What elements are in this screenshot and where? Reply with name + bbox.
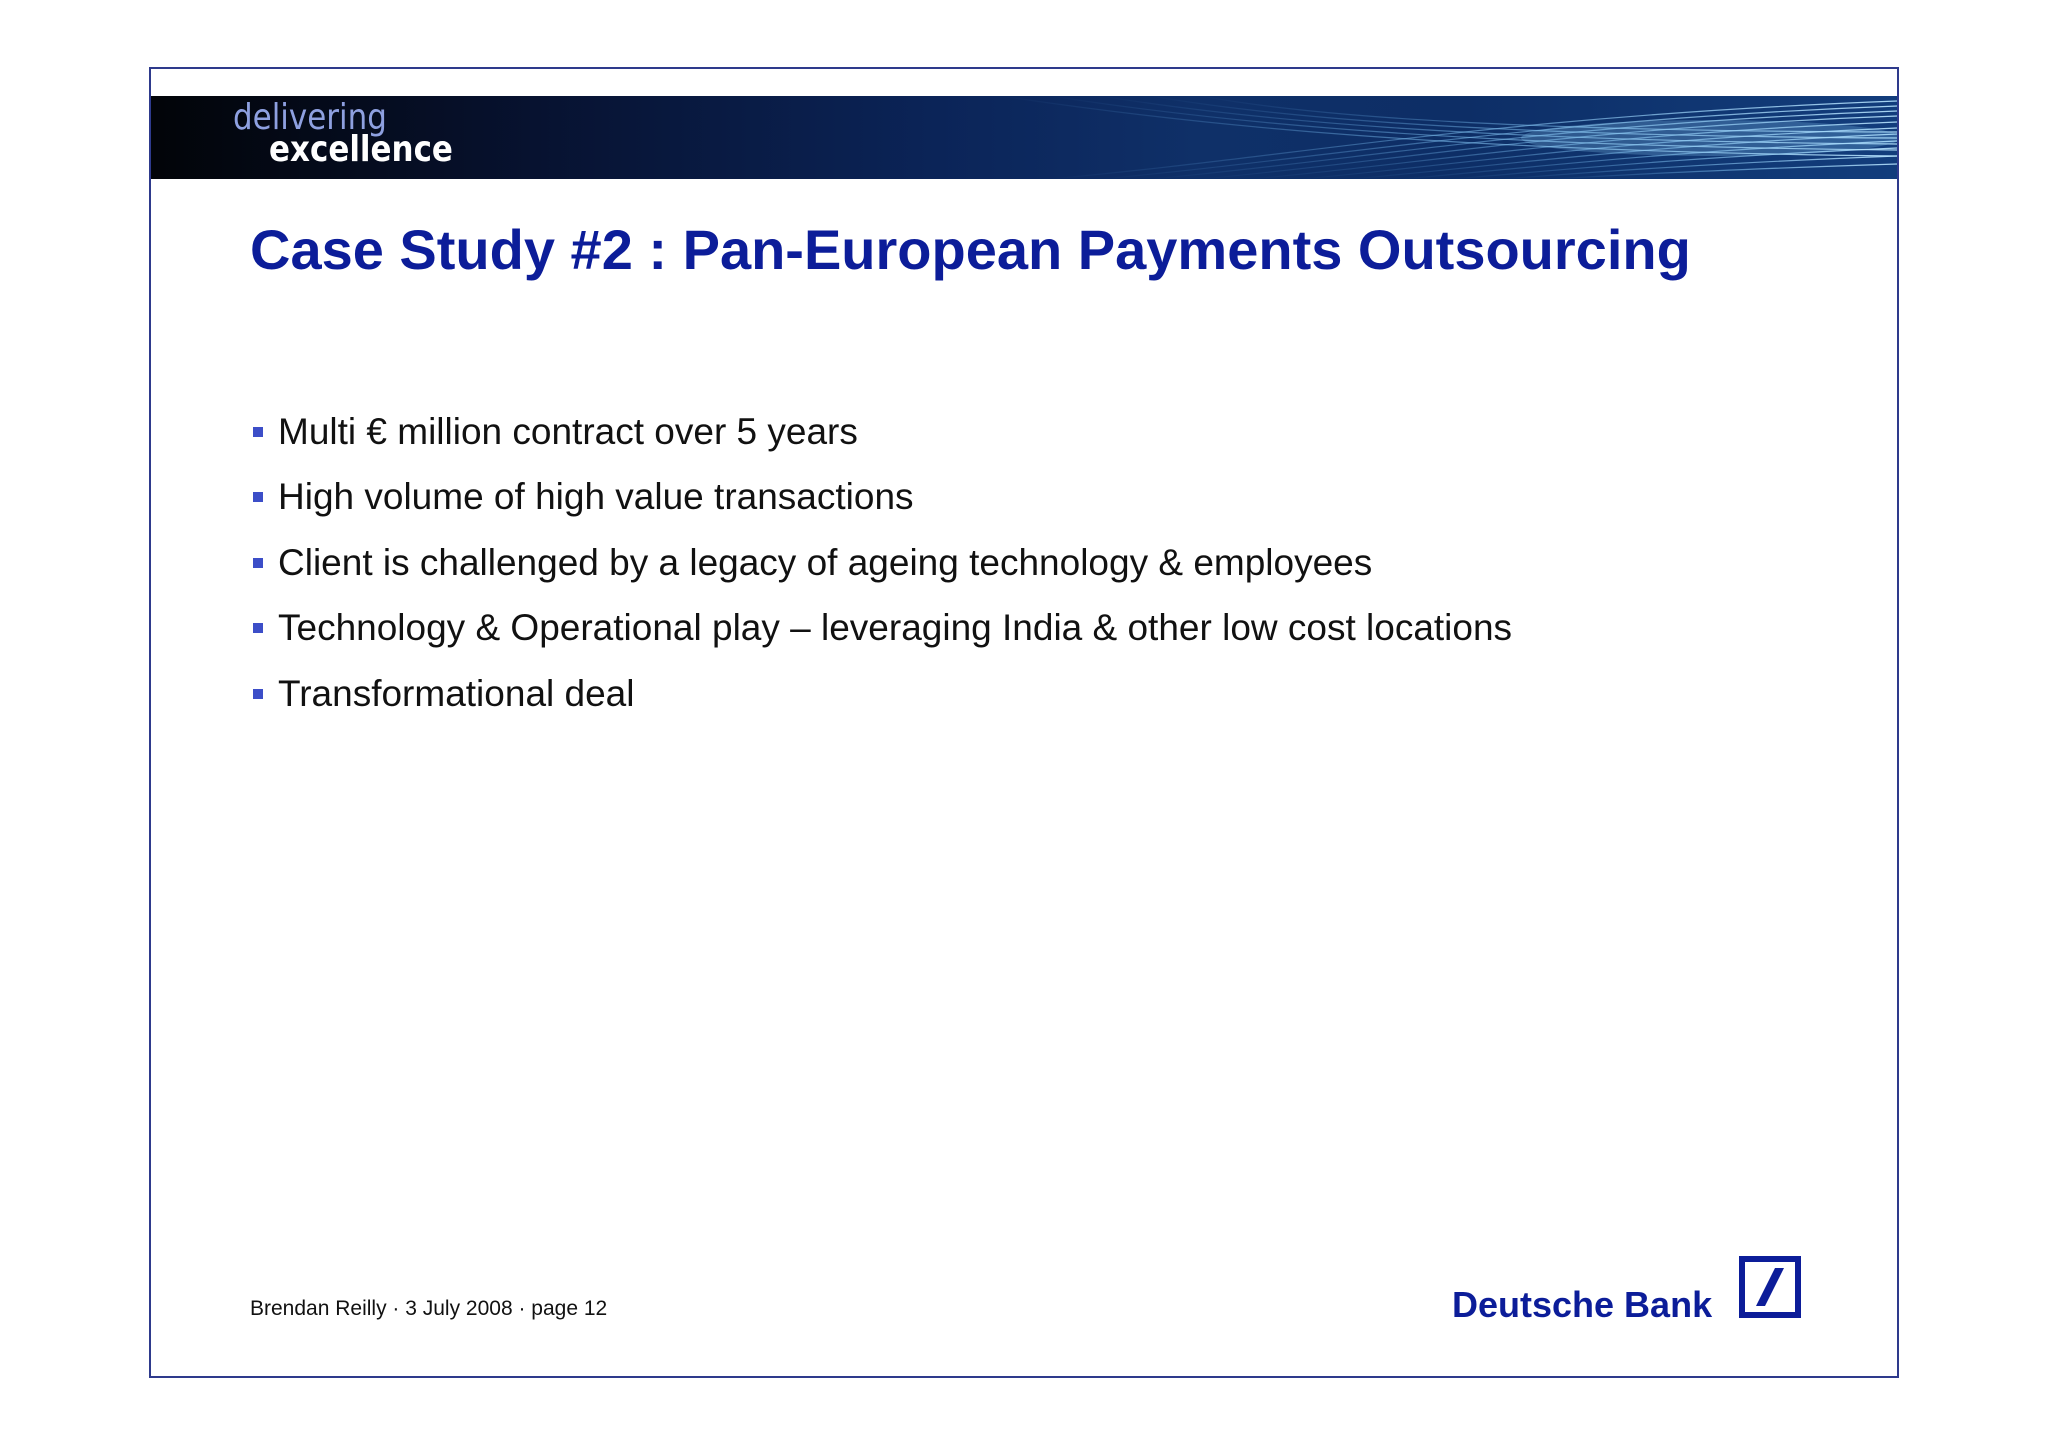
footer-text: Brendan Reilly · 3 July 2008 · page 12	[250, 1297, 608, 1320]
bullet-text: High volume of high value transactions	[278, 476, 914, 518]
brand-wordmark	[233, 97, 483, 170]
slide	[149, 67, 1899, 1378]
bullet-item	[253, 465, 1512, 531]
bullet-square-icon	[253, 558, 263, 568]
bullet-list	[253, 399, 1512, 727]
bullet-text: Multi € million contract over 5 years	[278, 410, 858, 452]
bullet-item	[253, 530, 1512, 596]
slide-title: Case Study #2 : Pan-European Payments Outsourcing	[250, 218, 1691, 281]
bullet-item	[253, 399, 1512, 465]
bullet-text: Transformational deal	[278, 672, 635, 714]
header-banner	[151, 96, 1897, 179]
bullet-square-icon	[253, 427, 263, 437]
bullet-text: Technology & Operational play – leveraging India & other low cost locations	[278, 607, 1513, 649]
bullet-square-icon	[253, 492, 263, 502]
bullet-square-icon	[253, 623, 263, 633]
deutsche-bank-slash-logo-icon	[1739, 1256, 1801, 1318]
deutsche-bank-wordmark: Deutsche Bank	[1452, 1284, 1713, 1325]
bullet-item	[253, 661, 1512, 727]
bullet-item	[253, 596, 1512, 662]
brand-wordmark-top: delivering	[233, 97, 387, 138]
brand-wordmark-bottom: excellence	[269, 129, 453, 170]
bullet-square-icon	[253, 689, 263, 699]
bullet-text: Client is challenged by a legacy of ageing technology & employees	[278, 541, 1373, 583]
